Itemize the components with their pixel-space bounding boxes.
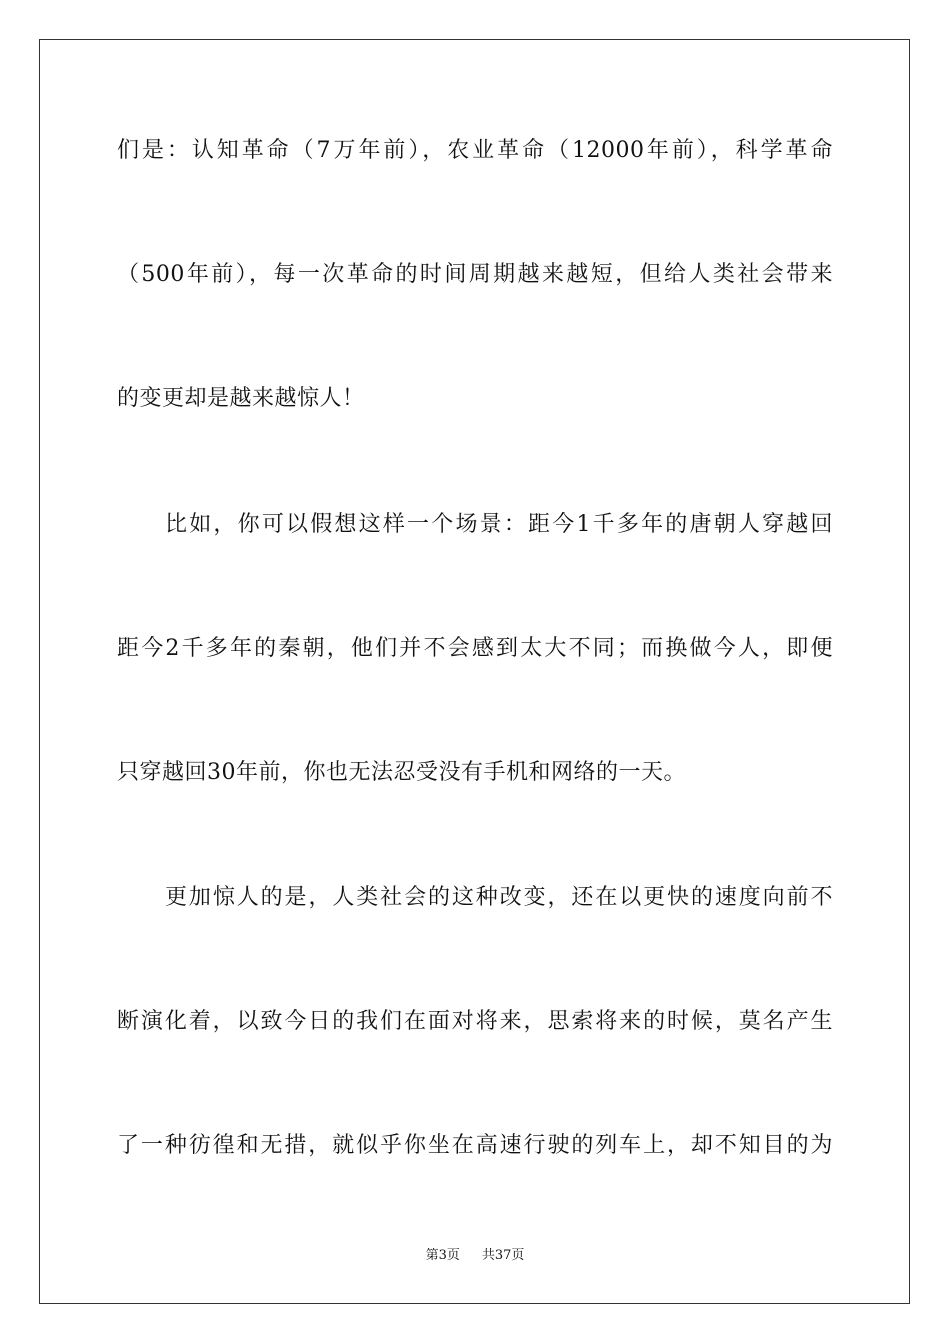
text-line: 距今2千多年的秦朝，他们并不会感到太大不同；而换做今人，即便 bbox=[117, 636, 833, 661]
text-line: 们是：认知革命（7万年前），农业革命（12000年前），科学革命 bbox=[117, 138, 833, 163]
text-line: 的变更却是越来越惊人！ bbox=[117, 386, 365, 411]
text-line: 只穿越回30年前，你也无法忍受没有手机和网络的一天。 bbox=[117, 760, 686, 785]
text-line: 更加惊人的是，人类社会的这种改变，还在以更快的速度向前不 bbox=[165, 885, 833, 910]
page-border bbox=[39, 39, 910, 1304]
page-footer bbox=[0, 1247, 950, 1265]
page-number: 第3页 bbox=[425, 1248, 460, 1263]
text-line: 断演化着，以致今日的我们在面对将来，思索将来的时候，莫名产生 bbox=[117, 1009, 833, 1034]
text-line: 了一种彷徨和无措，就似乎你坐在高速行驶的列车上，却不知目的为 bbox=[117, 1133, 833, 1158]
text-line: 比如，你可以假想这样一个场景：距今1千多年的唐朝人穿越回 bbox=[165, 512, 833, 537]
page-total: 共37页 bbox=[481, 1248, 525, 1263]
text-line: （500年前），每一次革命的时间周期越来越短，但给人类社会带来 bbox=[117, 262, 833, 287]
